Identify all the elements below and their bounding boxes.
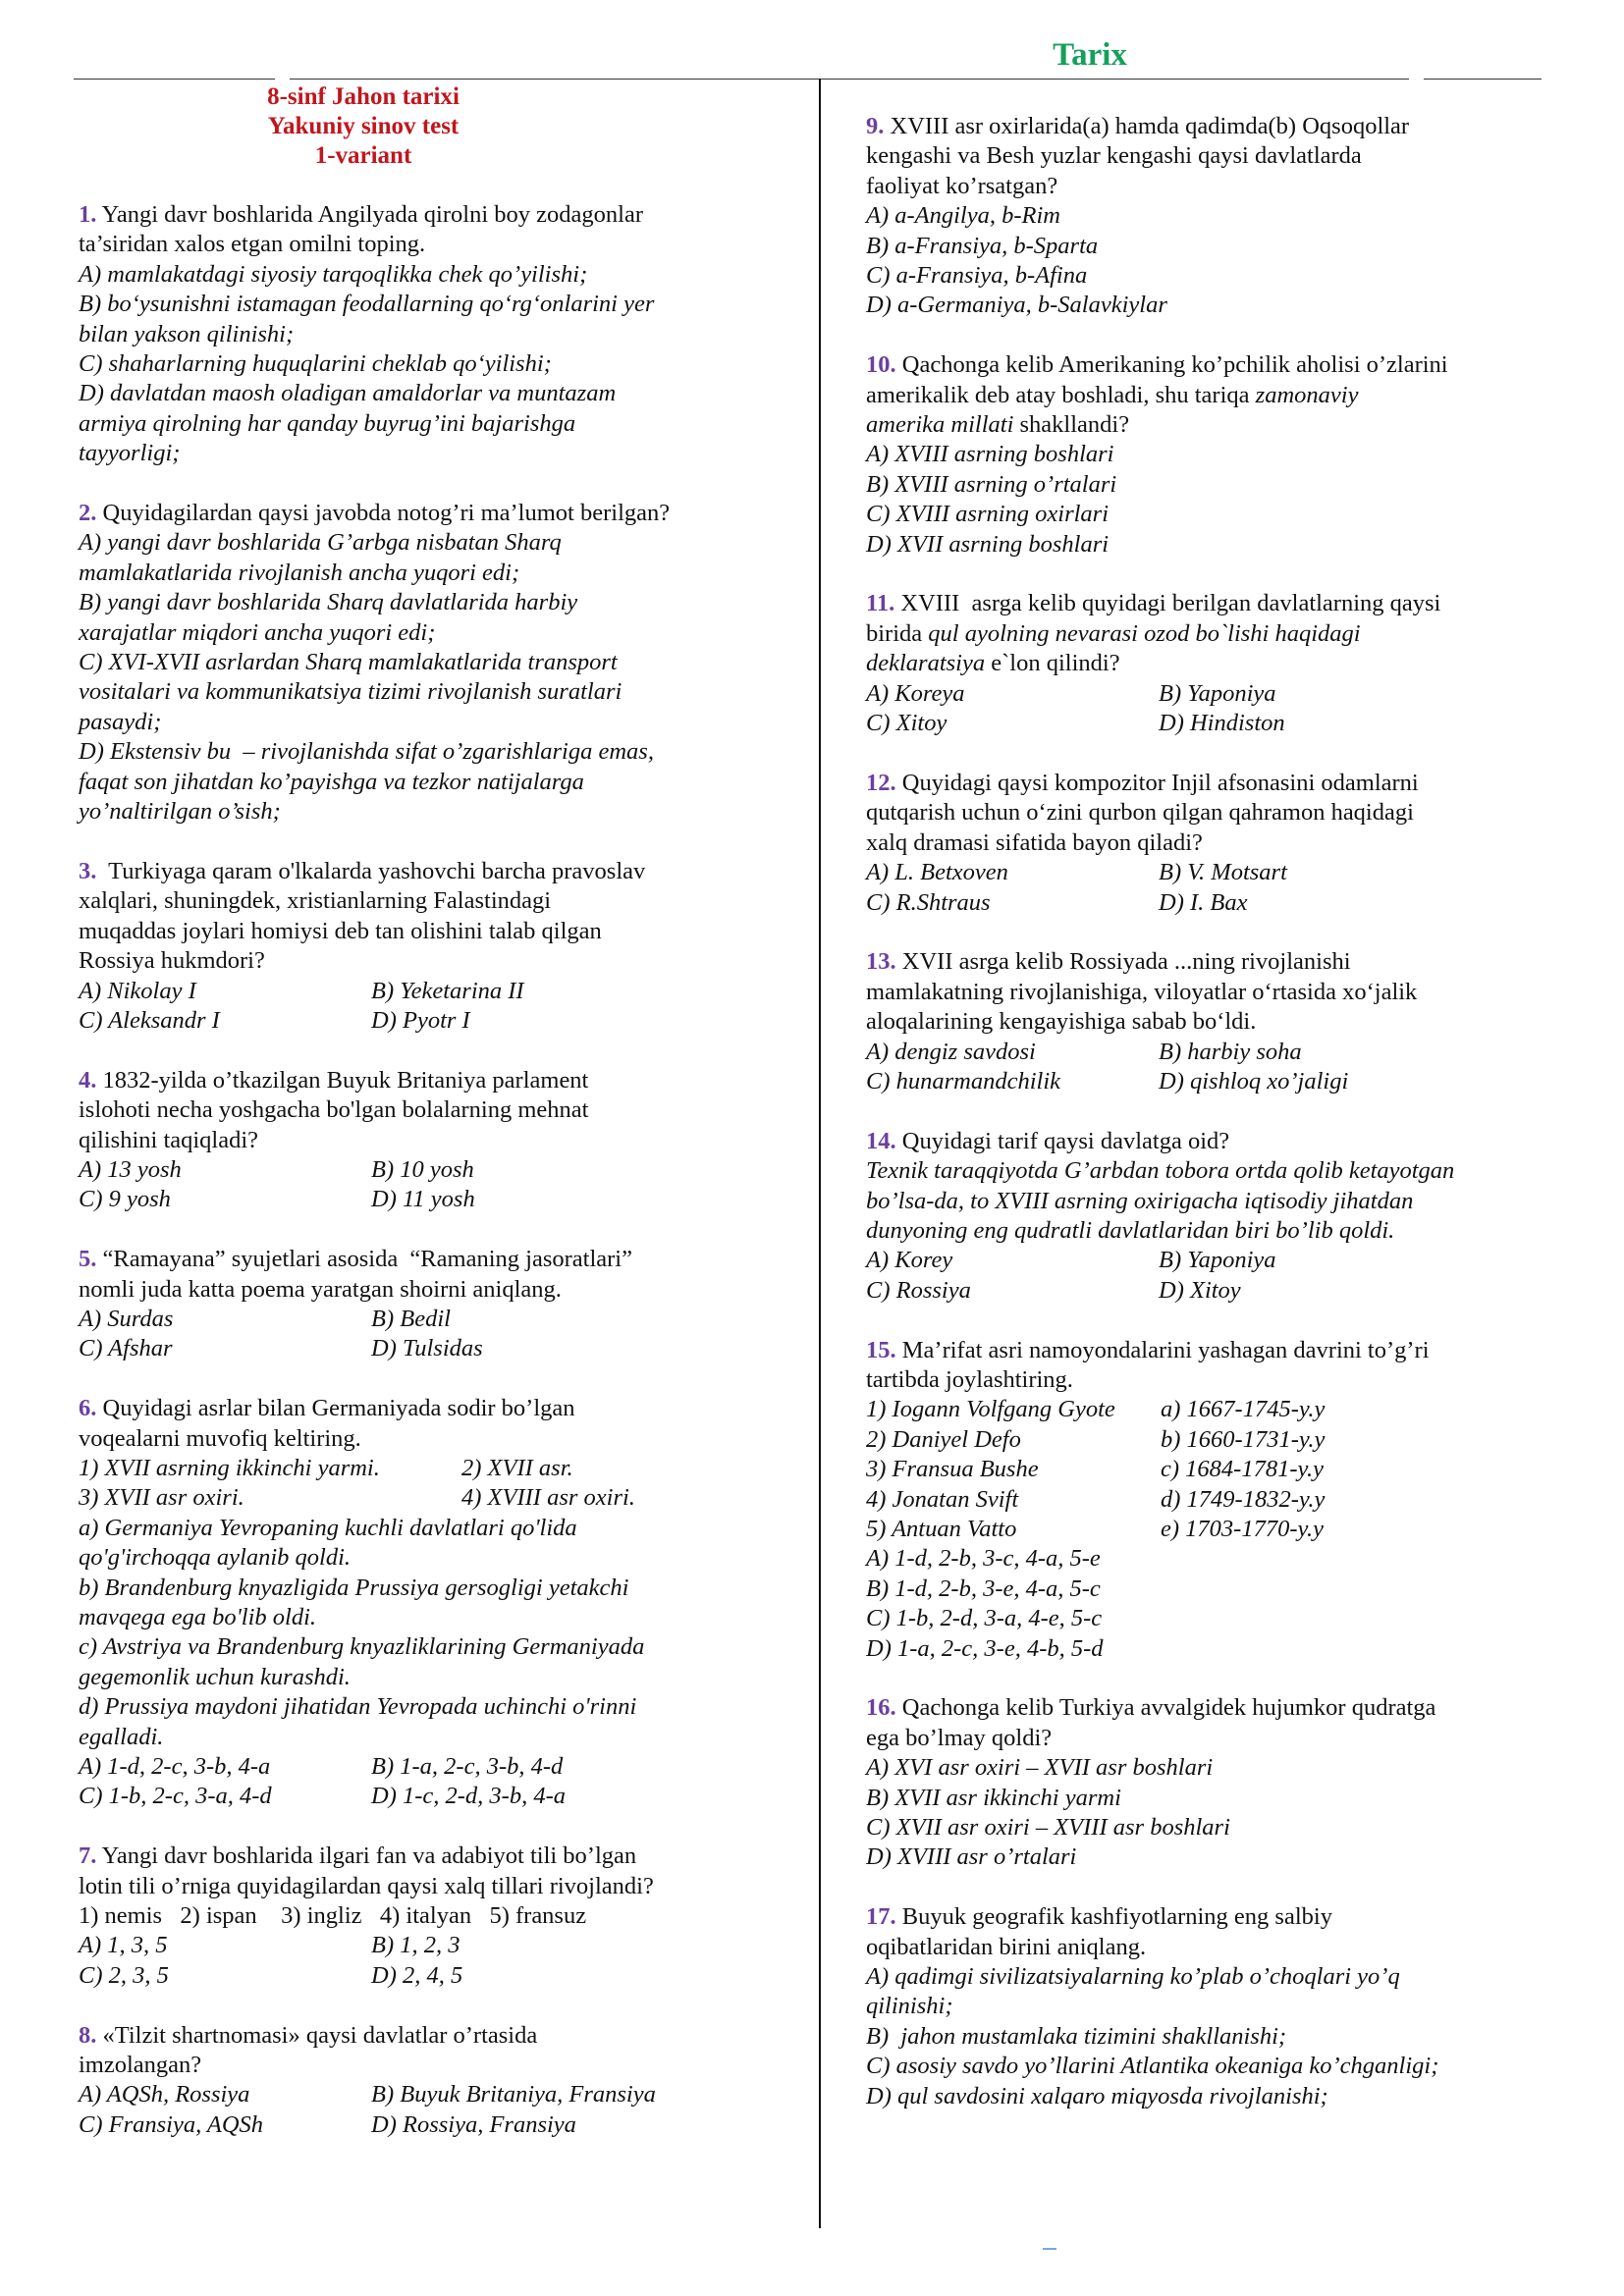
option: A) 1-d, 2-b, 3-c, 4-a, 5-e: [866, 1545, 1101, 1573]
event: b) Brandenburg knyazligida Prussiya gersogligi yetakchi: [79, 1574, 629, 1601]
question-text: Quyidagi tarif qaysi davlatga oid?: [901, 1127, 1230, 1154]
option-d: D) 2, 4, 5: [371, 1961, 463, 1989]
question-text: Turkiyaga qaram o'lkalarda yashovchi barcha pravoslav: [102, 857, 646, 884]
person-name: 2) Daniyel Defo: [866, 1425, 1021, 1453]
option: A) mamlakatdagi siyosiy tarqoqlikka chek qo’yilishi;: [79, 260, 588, 288]
question-text: shakllandi?: [1013, 411, 1130, 439]
question-13: [866, 947, 1573, 1096]
life-dates: e) 1703-1770-y.y: [1161, 1516, 1324, 1542]
option-a: A) dengiz savdosi: [866, 1038, 1036, 1065]
question-4: [79, 1066, 805, 1215]
period: 2) XVII asr.: [461, 1454, 573, 1481]
right-column: [866, 112, 1573, 2141]
option-d: D) Xitoy: [1159, 1276, 1241, 1304]
question-7: [79, 1842, 805, 1991]
option: D) a-Germaniya, b-Salavkiylar: [866, 292, 1167, 319]
question-1: [79, 200, 805, 469]
person-name: 4) Jonatan Svift: [866, 1485, 1019, 1513]
question-text: faoliyat ko’rsatgan?: [866, 172, 1058, 199]
option-d: D) Pyotr I: [371, 1006, 470, 1034]
question-text: nomli juda katta poema yaratgan shoirni aniqlang.: [79, 1275, 562, 1303]
question-number: 10.: [866, 351, 896, 379]
question-17: [866, 1902, 1573, 2111]
question-text: tartibda joylashtiring.: [866, 1365, 1073, 1393]
option: D) XVII asrning boshlari: [866, 530, 1110, 558]
description: bo’lsa-da, to XVIII asrning oxirigacha iqtisodiy jihatdan: [866, 1187, 1414, 1214]
period: 3) XVII asr oxiri.: [79, 1484, 244, 1512]
question-11: [866, 589, 1573, 738]
option-b: B) Yaponiya: [1159, 1247, 1276, 1274]
option-d: D) Hindiston: [1159, 710, 1285, 737]
question-number: 1.: [79, 201, 97, 228]
option: vositalari va kommunikatsiya tizimi rivojlanish suratlari: [79, 678, 623, 706]
question-number: 9.: [866, 113, 885, 139]
question-number: 16.: [866, 1694, 896, 1722]
question-2: [79, 499, 805, 827]
event: c) Avstriya va Brandenburg knyazliklarining Germaniyada: [79, 1633, 645, 1661]
description: Texnik taraqqiyotda G’arbdan tobora ortda qolib ketayotgan: [866, 1157, 1455, 1185]
option: B) XVIII asrning o’rtalari: [866, 470, 1117, 498]
life-dates: d) 1749-1832-y.y: [1161, 1485, 1326, 1513]
option-a: A) Nikolay I: [79, 977, 196, 1004]
question-number: 3.: [79, 857, 97, 884]
question-12: [866, 769, 1573, 918]
person-name: 3) Fransua Bushe: [866, 1456, 1039, 1483]
question-text: Quyidagilardan qaysi javobda notog’ri ma’lumot berilgan?: [102, 500, 671, 527]
option-b: B) Yaponiya: [1159, 679, 1276, 707]
question-text: e`lon qilindi?: [985, 650, 1120, 677]
option-a: A) 1, 3, 5: [79, 1932, 168, 1959]
question-number: 8.: [79, 2021, 97, 2049]
question-text: amerikalik deb atay boshladi, shu tariqa: [866, 381, 1256, 408]
header-rule-main: [290, 79, 1409, 80]
option: A) a-Angilya, b-Rim: [866, 202, 1060, 230]
option: A) qadimgi sivilizatsiyalarning ko’plab o’choqlari yo’q: [866, 1963, 1400, 1991]
question-text: 1) nemis 2) ispan 3) ingliz 4) italyan 5) fransuz: [79, 1902, 587, 1930]
option: D) davlatdan maosh oladigan amaldorlar va muntazam: [79, 380, 617, 407]
question-15: [866, 1336, 1573, 1664]
question-text: islohoti necha yoshgacha bo'lgan bolalarning mehnat: [79, 1096, 589, 1124]
page-footer-mark: [1043, 2248, 1056, 2250]
option-a: A) 1-d, 2-c, 3-b, 4-a: [79, 1753, 271, 1781]
option-c: C) 1-b, 2-c, 3-a, 4-d: [79, 1783, 272, 1810]
question-text: XVIII asrga kelib quyidagi berilgan davlatlarning qaysi: [900, 590, 1441, 617]
option: qilinishi;: [866, 1993, 953, 2020]
option: xarajatlar miqdori ancha yuqori edi;: [79, 618, 436, 646]
event: gegemonlik uchun kurashdi.: [79, 1663, 351, 1690]
option: C) shaharlarning huquqlarini cheklab qo‘yilishi;: [79, 350, 552, 378]
question-text: Yangi davr boshlarida Angilyada qirolni boy zodagonlar: [101, 201, 643, 228]
option: B) a-Fransiya, b-Sparta: [866, 232, 1099, 259]
option-d: D) 1-c, 2-d, 3-b, 4-a: [371, 1783, 566, 1810]
option: mamlakatlarida rivojlanish ancha yuqori edi;: [79, 559, 520, 586]
option-c: C) Rossiya: [866, 1276, 971, 1304]
title-line: 1-variant: [314, 142, 412, 169]
header-rule-right: [1424, 79, 1542, 80]
option-d: D) I. Bax: [1159, 888, 1248, 916]
question-number: 13.: [866, 948, 896, 976]
question-text: Buyuk geografik kashfiyotlarning eng salbiy: [901, 1903, 1332, 1931]
option: pasaydi;: [79, 708, 162, 735]
option: D) 1-a, 2-c, 3-e, 4-b, 5-d: [866, 1634, 1104, 1662]
option-a: A) Korey: [866, 1247, 953, 1274]
question-5: [79, 1245, 805, 1364]
event: mavqega ega bo'lib oldi.: [79, 1604, 317, 1631]
person-name: 5) Antuan Vatto: [866, 1516, 1017, 1542]
option-c: C) Fransiya, AQSh: [79, 2110, 264, 2138]
option: B) yangi davr boshlarida Sharq davlatlarida harbiy: [79, 589, 578, 616]
question-text-emphasis: zamonaviy: [1255, 381, 1359, 408]
column-divider: [819, 79, 821, 2228]
option-c: C) R.Shtraus: [866, 888, 991, 916]
option-c: C) Xitoy: [866, 710, 947, 737]
header-rule-left: [74, 79, 275, 80]
option-d: D) Tulsidas: [371, 1335, 483, 1362]
option-c: C) 9 yosh: [79, 1186, 171, 1213]
question-number: 7.: [79, 1842, 97, 1870]
question-text: Quyidagi asrlar bilan Germaniyada sodir bo’lgan: [102, 1395, 575, 1422]
question-text: “Ramayana” syujetlari asosida “Ramaning jasoratlari”: [102, 1246, 632, 1273]
option: B) jahon mustamlaka tizimini shakllanishi;: [866, 2022, 1287, 2050]
question-text: oqibatlaridan birini aniqlang.: [866, 1933, 1147, 1960]
question-text: Qachonga kelib Amerikaning ko’pchilik aholisi o’zlarini: [901, 351, 1448, 379]
question-text: aloqalarining kengayishiga sabab bo‘ldi.: [866, 1008, 1257, 1036]
question-number: 17.: [866, 1903, 896, 1931]
option: tayyorligi;: [79, 440, 181, 467]
option: A) XVI asr oxiri – XVII asr boshlari: [866, 1754, 1214, 1782]
option: faqat son jihatdan ko’payishga va tezkor natijalarga: [79, 768, 584, 795]
question-text: birida: [866, 619, 929, 647]
period: 4) XVIII asr oxiri.: [461, 1484, 635, 1512]
question-text: Ma’rifat asri namoyondalarini yashagan davrini to’g’ri: [901, 1336, 1430, 1363]
question-6: [79, 1394, 805, 1812]
option: bilan yakson qilinishi;: [79, 320, 295, 347]
option: C) XVIII asrning oxirlari: [866, 501, 1110, 528]
option: armiya qirolning har qanday buyrug’ini bajarishga: [79, 409, 576, 437]
question-number: 15.: [866, 1336, 896, 1363]
person-name: 1) Iogann Volfgang Gyote: [866, 1396, 1115, 1423]
question-text: 1832-yilda o’tkazilgan Buyuk Britaniya parlament: [102, 1066, 589, 1094]
option-b: B) Buyuk Britaniya, Fransiya: [371, 2081, 656, 2109]
question-number: 14.: [866, 1127, 896, 1154]
question-text: ega bo’lmay qoldi?: [866, 1724, 1053, 1751]
question-text: muqaddas joylari homiysi deb tan olishini talab qilgan: [79, 917, 602, 944]
title-line: 8-sinf Jahon tarixi: [267, 83, 460, 110]
option-b: B) harbiy soha: [1159, 1038, 1302, 1065]
question-text: ta’siridan xalos etgan omilni toping.: [79, 231, 426, 258]
question-text: Quyidagi qaysi kompozitor Injil afsonasini odamlarni: [901, 769, 1419, 796]
option-a: A) 13 yosh: [79, 1155, 182, 1183]
question-text: mamlakatning rivojlanishiga, viloyatlar o‘rtasida xo‘jalik: [866, 978, 1418, 1005]
life-dates: b) 1660-1731-y.y: [1161, 1425, 1326, 1453]
option: B) bo‘ysunishni istamagan feodallarning qo‘rg‘onlarini yer: [79, 291, 655, 318]
option-b: B) 1, 2, 3: [371, 1932, 460, 1959]
option-d: D) 11 yosh: [371, 1186, 475, 1213]
question-10: [866, 350, 1573, 560]
option: D) XVIII asr o’rtalari: [866, 1843, 1077, 1871]
question-number: 12.: [866, 769, 896, 796]
option-c: C) hunarmandchilik: [866, 1067, 1061, 1095]
event: qo'g'irchoqqa aylanib qoldi.: [79, 1544, 352, 1572]
option-b: B) 1-a, 2-c, 3-b, 4-d: [371, 1753, 564, 1781]
option-b: B) 10 yosh: [371, 1155, 474, 1183]
option-c: C) Aleksandr I: [79, 1006, 220, 1034]
option-c: C) 2, 3, 5: [79, 1961, 169, 1989]
question-number: 4.: [79, 1066, 97, 1094]
option-c: C) Afshar: [79, 1335, 173, 1362]
event: d) Prussiya maydoni jihatidan Yevropada uchinchi o'rinni: [79, 1693, 637, 1721]
option-d: D) qishloq xo’jaligi: [1159, 1067, 1349, 1095]
life-dates: c) 1684-1781-y.y: [1161, 1456, 1324, 1483]
option: C) XVII asr oxiri – XVIII asr boshlari: [866, 1814, 1230, 1842]
option: C) 1-b, 2-d, 3-a, 4-e, 5-c: [866, 1605, 1103, 1632]
question-text: XVIII asr oxirlarida(a) hamda qadimda(b) Oqsoqollar: [890, 113, 1410, 139]
question-8: [79, 2021, 805, 2141]
question-text: «Tilzit shartnomasi» qaysi davlatlar o’rtasida: [102, 2021, 538, 2049]
question-text: XVII asrga kelib Rossiyada ...ning rivojlanishi: [901, 948, 1351, 976]
option: D) Ekstensiv bu – rivojlanishda sifat o’zgarishlariga emas,: [79, 738, 654, 766]
question-text-emphasis: qul ayolning nevarasi ozod bo`lishi haqidagi: [928, 619, 1361, 647]
question-number: 2.: [79, 500, 97, 527]
question-text: qutqarish uchun o‘zini qurbon qilgan qahramon haqidagi: [866, 799, 1414, 827]
question-number: 11.: [866, 590, 895, 617]
question-9: [866, 112, 1573, 321]
option: C) XVI-XVII asrlardan Sharq mamlakatlarida transport: [79, 649, 618, 676]
question-text: lotin tili o’rniga quyidagilardan qaysi xalq tillari rivojlandi?: [79, 1872, 654, 1899]
option-b: B) Bedil: [371, 1305, 451, 1332]
question-3: [79, 857, 805, 1036]
option: C) a-Fransiya, b-Afina: [866, 262, 1088, 290]
subject-heading: Tarix: [1053, 37, 1127, 73]
question-text-emphasis: deklaratsiya: [866, 650, 986, 677]
option-d: D) Rossiya, Fransiya: [371, 2110, 576, 2138]
left-column: [79, 82, 805, 2170]
description: dunyoning eng qudratli davlatlaridan biri bo’lib qoldi.: [866, 1216, 1395, 1244]
option: yo’naltirilgan o’sish;: [79, 798, 281, 826]
title-line: Yakuniy sinov test: [267, 113, 460, 139]
question-text: voqealarni muvofiq keltiring.: [79, 1424, 361, 1452]
option: A) XVIII asrning boshlari: [866, 441, 1114, 468]
option-b: B) Yeketarina II: [371, 977, 524, 1004]
event: egalladi.: [79, 1723, 164, 1750]
question-text: kengashi va Besh yuzlar kengashi qaysi davlatlarda: [866, 142, 1362, 170]
test-title: [226, 82, 501, 171]
question-text: Rossiya hukmdori?: [79, 947, 265, 975]
option-b: B) V. Motsart: [1159, 859, 1287, 886]
question-text: Qachonga kelib Turkiya avvalgidek hujumkor qudratga: [901, 1694, 1436, 1722]
option-a: A) Surdas: [79, 1305, 174, 1332]
question-text: qilishini taqiqladi?: [79, 1126, 259, 1153]
option: B) 1-d, 2-b, 3-e, 4-a, 5-c: [866, 1575, 1101, 1602]
period: 1) XVII asrning ikkinchi yarmi.: [79, 1454, 380, 1481]
question-text: xalqlari, shuningdek, xristianlarning Falastindagi: [79, 887, 552, 915]
question-text: imzolangan?: [79, 2052, 202, 2079]
option: B) XVII asr ikkinchi yarmi: [866, 1784, 1121, 1811]
question-number: 6.: [79, 1395, 97, 1422]
option: C) asosiy savdo yo’llarini Atlantika okeaniga ko’chganligi;: [866, 2053, 1439, 2080]
question-text: xalq dramasi sifatida bayon qiladi?: [866, 828, 1203, 856]
option-a: A) AQSh, Rossiya: [79, 2081, 250, 2109]
option-a: A) Koreya: [866, 679, 965, 707]
question-number: 5.: [79, 1246, 97, 1273]
question-text: Yangi davr boshlarida ilgari fan va adabiyot tili bo’lgan: [101, 1842, 637, 1870]
option-a: A) L. Betxoven: [866, 859, 1008, 886]
question-16: [866, 1693, 1573, 1872]
option: D) qul savdosini xalqaro miqyosda rivojlanishi;: [866, 2082, 1328, 2109]
question-text-emphasis: amerika millati: [866, 411, 1014, 439]
question-14: [866, 1127, 1573, 1306]
event: a) Germaniya Yevropaning kuchli davlatlari qo'lida: [79, 1514, 577, 1541]
option: A) yangi davr boshlarida G’arbga nisbatan Sharq: [79, 529, 562, 557]
life-dates: a) 1667-1745-y.y: [1161, 1396, 1326, 1423]
